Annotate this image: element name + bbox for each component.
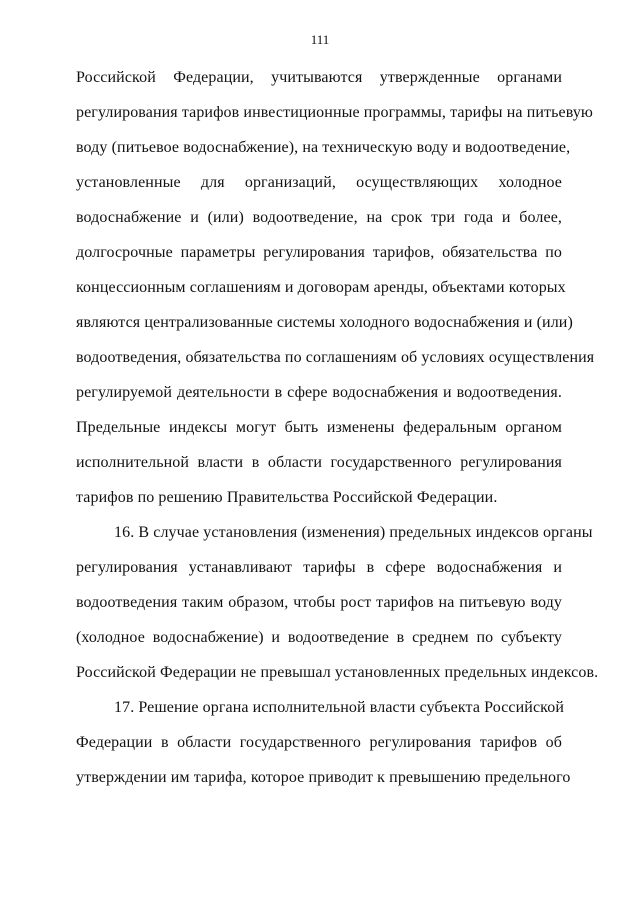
text-line: водоотведения, обязательства по соглашениям об условиях осуществления xyxy=(76,349,595,366)
text-line: Федерации в области государственного регулирования тарифов об xyxy=(76,734,562,751)
text-line: Предельные индексы могут быть изменены федеральным органом xyxy=(76,419,562,436)
text-line: регулирования устанавливают тарифы в сфере водоснабжения и xyxy=(76,559,562,576)
text-line: исполнительной власти в области государственного регулирования xyxy=(76,454,562,471)
text-line: концессионным соглашениям и договорам аренды, объектами которых xyxy=(76,279,566,296)
text-line: Российской Федерации не превышал установленных предельных индексов. xyxy=(76,664,599,681)
text-line: установленные для организаций, осуществляющих холодное xyxy=(76,174,562,191)
text-line: являются централизованные системы холодного водоснабжения и (или) xyxy=(76,314,573,331)
page-number: 111 xyxy=(310,32,330,47)
text-line: водоотведения таким образом, чтобы рост тарифов на питьевую воду xyxy=(76,594,562,611)
text-line: регулируемой деятельности в сфере водоснабжения и водоотведения. xyxy=(76,384,562,401)
paragraph-17-start: 17. Решение органа исполнительной власти субъекта Российской xyxy=(114,699,564,716)
text-line: (холодное водоснабжение) и водоотведение в среднем по субъекту xyxy=(76,629,562,646)
text-line: регулирования тарифов инвестиционные программы, тарифы на питьевую xyxy=(76,104,593,121)
text-line: тарифов по решению Правительства Российской Федерации. xyxy=(76,489,498,506)
text-line: долгосрочные параметры регулирования тарифов, обязательства по xyxy=(76,244,562,261)
text-line: Российской Федерации, учитываются утвержденные органами xyxy=(76,69,562,86)
text-line: воду (питьевое водоснабжение), на техническую воду и водоотведение, xyxy=(76,139,571,156)
paragraph-16-start: 16. В случае установления (изменения) предельных индексов органы xyxy=(114,524,593,541)
text-line: утверждении им тарифа, которое приводит к превышению предельного xyxy=(76,769,571,786)
text-line: водоснабжение и (или) водоотведение, на срок три года и более, xyxy=(76,209,562,226)
